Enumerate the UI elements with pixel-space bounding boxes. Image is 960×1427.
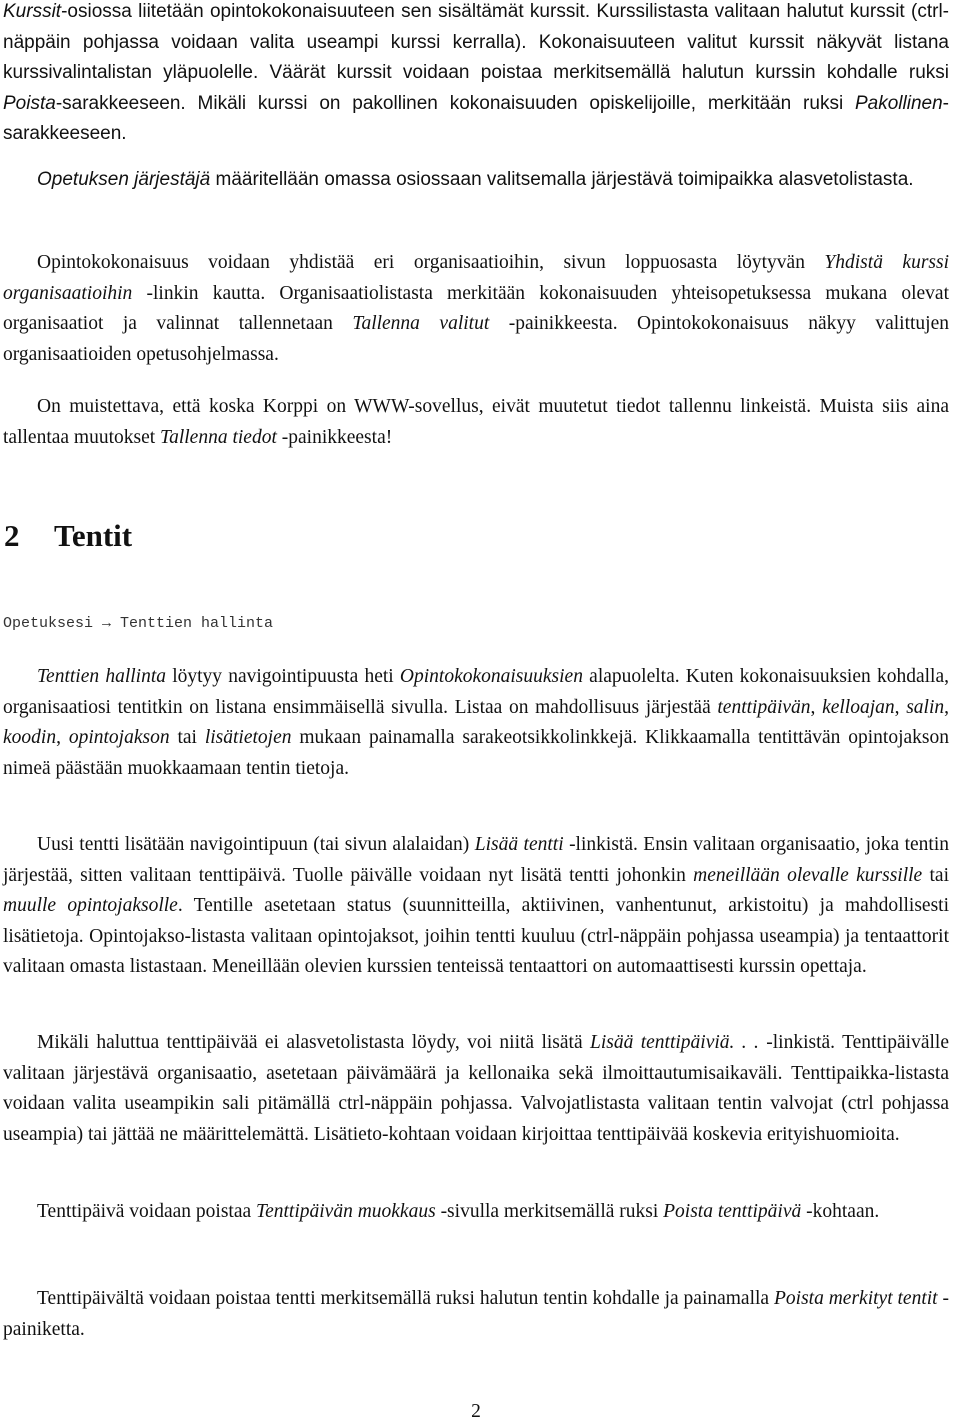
term-poista: Poista [3,92,56,114]
paragraph-poista-tenttipaiva: Tenttipäivä voidaan poistaa Tenttipäivän muokkaus -sivulla merkitsemällä ruksi Poista tenttipäivä -kohtaan. [37,1201,880,1222]
paragraph-tenttipaivat: Mikäli haluttua tenttipäivää ei alasvetolistasta löydy, voi niitä lisätä Lisää tenttipäiviä. . . -linkistä. Tenttipäivälle valitaan järjestävä organisaatio, asetetaan päivämäärä ja kellonaika sekä ilmoittautumisaikaväli. Tenttipaikka-listasta voidaan valita useampikin sali pitämällä ctrl-näppäin pohjassa. Valvojatlistasta valitaan tentin valvojat (ctrl pohjassa useampia) tai jättää ne määrittelemättä. Lisätieto-kohtaan voidaan kirjoittaa tenttipäivää koskevia erityishuomioita. [3,1032,949,1145]
paragraph-opetuksen-jarjestaja: Opetuksen järjestäjä määritellään omassa osiossaan valitsemalla järjestävä toimipaikka alasvetolistasta. [37,169,914,190]
paragraph-uusi-tentti: Uusi tentti lisätään navigointipuun (tai sivun alalaidan) Lisää tentti -linkistä. Ensin valitaan organisaatio, joka tentin järjestää, sitten valitaan tenttipäivä. Tuolle päivälle voidaan nyt lisätä tentti johonkin meneillään olevalle kurssille tai muulle opintojaksolle. Tentille asetetaan status (suunnitteilla, aktiivinen, vanhentunut, arkistoitu) ja mahdollisesti lisätietoja. Opintojakso-listasta valitaan opintojaksot, joihin tentti kuuluu (ctrl-näppäin pohjassa useampia) ja tentaattorit valitaan omasta listastaan. Meneillään olevien kurssien tenteissä tentaattori on automaattisesti kurssin opettaja. [3,834,949,978]
section-heading [4,512,132,560]
navigation-path: Opetuksesi → Tenttien hallinta [3,615,274,632]
button-tallenna-valitut: Tallenna valitut [352,313,490,335]
paragraph-poista-tentti: Tenttipäivältä voidaan poistaa tentti merkitsemällä ruksi halutun tentin kohdalle ja painamalla Poista merkityt tentit -painiketta. [3,1288,949,1340]
paragraph-kurssit: Kurssit-osiossa liitetään opintokokonaisuuteen sen sisältämät kurssit. Kurssilistasta valitaan halutut kurssit (ctrl-näppäin pohjassa voidaan valita useampi kurssi kerralla). Kokonaisuuteen valitut kurssit näkyvät listana kurssivalintalistan yläpuolelle. Väärät kurssit voidaan poistaa merkitsemällä halutun kurssin kohdalle ruksi Poista-sarakkeeseen. Mikäli kurssi on pakollinen kokonaisuuden opiskelijoille, merkitään ruksi Pakollinen-sarakkeeseen. [3,1,949,145]
button-tallenna-tiedot: Tallenna tiedot [160,426,277,448]
button-poista-merkityt: Poista merkityt tentit [773,1288,938,1309]
term-pakollinen: Pakollinen [855,92,943,114]
page-number: 2 [471,1401,481,1422]
paragraph-organisaatiot: Opintokokonaisuus voidaan yhdistää eri organisaatioihin, sivun loppuosasta löytyvän Yhdistä kurssi organisaatioihin -linkin kautta. Organisaatiolistasta merkitään kokonaisuuden yhteisopetuksessa mukana olevat organisaatiot ja valinnat tallennetaan Tallenna valitut -painikkeesta. Opintokokonaisuus näkyy valittujen organisaatioiden opetusohjelmassa. [3,252,949,365]
paragraph-tallennus: On muistettava, että koska Korppi on WWW-sovellus, eivät muutetut tiedot tallennu linkeistä. Muista siis aina tallentaa muutokset Tallenna tiedot -painikkeesta! [3,396,949,448]
term-opetuksen-jarjestaja: Opetuksen järjestäjä [37,169,211,190]
link-lisaa-tenttipaivia: Lisää tenttipäiviä. . . [589,1032,759,1053]
term-kurssit: Kurssit [3,1,62,22]
section-title: Tentit [54,518,133,553]
link-lisaa-tentti: Lisää tentti [474,834,564,855]
link-yhdista-kurssi: Yhdistä kurssi organisaatioihin [3,252,949,304]
section-number: 2 [4,518,20,553]
paragraph-tenttien-hallinta: Tenttien hallinta löytyy navigointipuusta heti Opintokokonaisuuksien alapuolelta. Kuten kokonaisuuksien kohdalla, organisaatiosi tentitkin on listana ensimmäisellä sivulla. Listaa on mahdollisuus järjestää tenttipäivän, kelloajan, salin, koodin, opintojakson tai lisätietojen mukaan painamalla sarakeotsikkolinkkejä. Klikkaamalla tentittävän opintojakson nimeä päästään muokkaamaan tentin tietoja. [3,666,949,779]
